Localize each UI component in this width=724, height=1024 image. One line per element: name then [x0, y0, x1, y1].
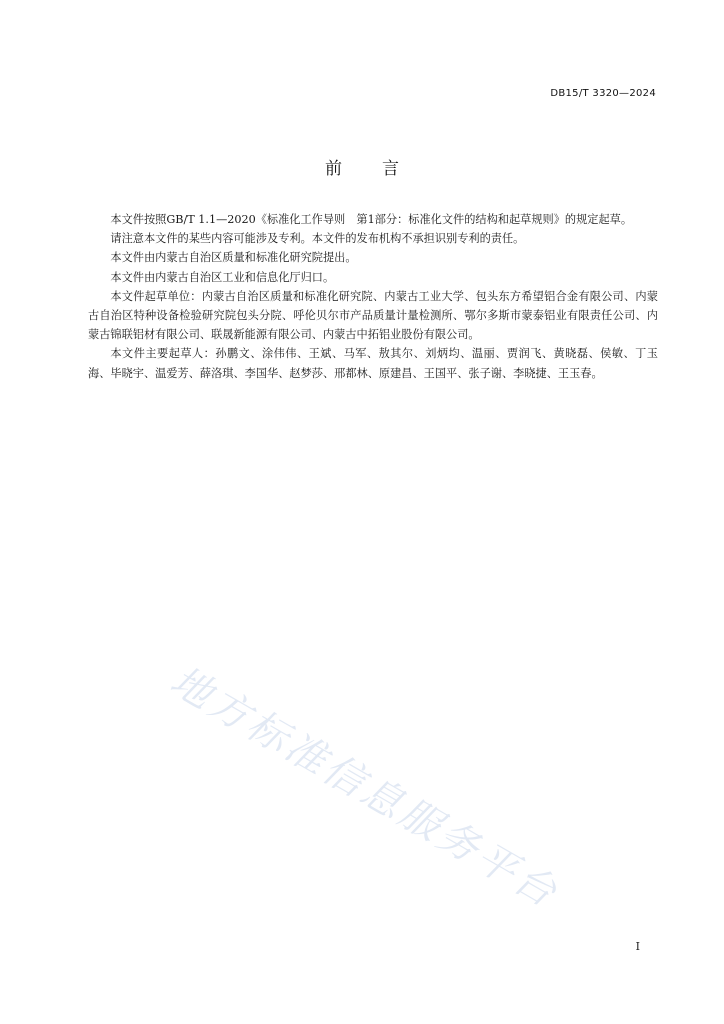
- foreword-body: [88, 210, 658, 383]
- title-char-1: 前: [325, 159, 342, 179]
- page-title: [0, 154, 724, 179]
- watermark: 地方标准信息服务平台: [162, 657, 567, 918]
- paragraph-administered-by: 本文件由内蒙古自治区工业和信息化厅归口。: [110, 270, 335, 284]
- document-code: DB15/T 3320—2024: [550, 88, 656, 99]
- paragraph-drafters: 本文件主要起草人：孙鹏文、涂伟伟、王斌、马军、敖其尔、刘炳均、温丽、贾润飞、黄晓磊、侯敏、丁玉海、毕晓宇、温爱芳、薛洛琪、李国华、赵梦莎、邢都林、原建昌、王国平、张子谢、李晓捷、王玉春。: [88, 347, 658, 380]
- paragraph-drafting-rules: 本文件按照GB/T 1.1—2020《标准化工作导则 第1部分：标准化文件的结构和起草规则》的规定起草。: [110, 213, 633, 226]
- paragraph-drafting-units: 本文件起草单位：内蒙古自治区质量和标准化研究院、内蒙古工业大学、包头东方希望铝合金有限公司、内蒙古自治区特种设备检验研究院包头分院、呼伦贝尔市产品质量计量检测所、鄂尔多斯市蒙泰铝业有限责任公司、内蒙古锦联铝材有限公司、联晟新能源有限公司、内蒙古中拓铝业股份有限公司。: [88, 289, 658, 342]
- page-number: I: [635, 940, 640, 953]
- paragraph-patent-notice: 请注意本文件的某些内容可能涉及专利。本文件的发布机构不承担识别专利的责任。: [110, 232, 525, 246]
- title-char-2: 言: [382, 159, 399, 179]
- paragraph-proposed-by: 本文件由内蒙古自治区质量和标准化研究院提出。: [110, 251, 357, 265]
